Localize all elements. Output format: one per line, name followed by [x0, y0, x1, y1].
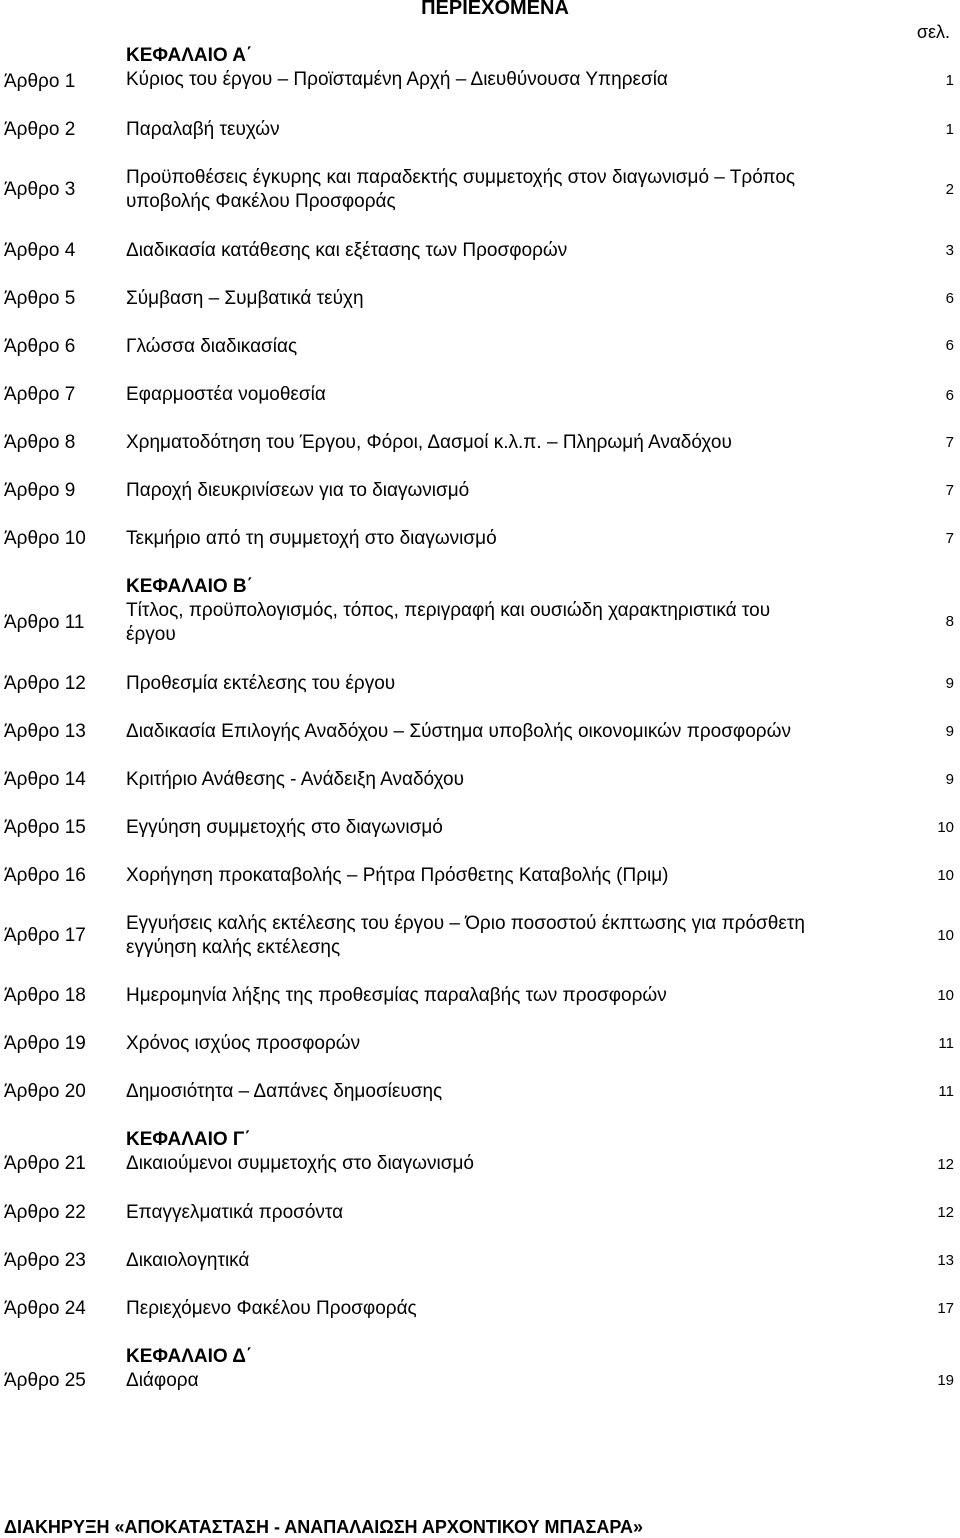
page-number: 8 — [945, 613, 954, 630]
article-label: Άρθρο 18 — [4, 985, 86, 1006]
article-title: Προθεσμία εκτέλεσης του έργου — [126, 673, 396, 694]
article-title: έργου — [126, 624, 176, 645]
entry-title-block — [126, 1249, 878, 1273]
page-number: 1 — [945, 121, 954, 138]
entry-title-block — [126, 1345, 878, 1393]
article-title: Επαγγελματικά προσόντα — [126, 1202, 344, 1223]
article-title: Σύμβαση – Συμβατικά τεύχη — [126, 288, 364, 309]
chapter-heading: ΚΕΦΑΛΑΙΟ Α΄ — [126, 45, 253, 66]
entry-title-block — [126, 431, 878, 455]
article-label: Άρθρο 5 — [4, 288, 76, 309]
article-title: Εφαρμοστέα νομοθεσία — [126, 384, 326, 405]
page-column-header: σελ. — [916, 22, 950, 42]
entry-title-block — [126, 383, 878, 407]
article-label: Άρθρο 8 — [4, 432, 76, 453]
article-label: Άρθρο 14 — [4, 769, 86, 790]
page-number: 6 — [945, 337, 954, 354]
article-label: Άρθρο 4 — [4, 240, 76, 261]
article-title: Παραλαβή τευχών — [126, 119, 280, 140]
entry-title-block — [126, 1201, 878, 1225]
article-title: Περιεχόμενο Φακέλου Προσφοράς — [126, 1298, 417, 1319]
article-label: Άρθρο 13 — [4, 721, 86, 742]
article-label: Άρθρο 1 — [4, 71, 76, 92]
chapter-heading: ΚΕΦΑΛΑΙΟ Β΄ — [126, 576, 253, 597]
article-label: Άρθρο 21 — [4, 1153, 86, 1174]
page-number: 19 — [937, 1372, 954, 1389]
entry-title-block — [126, 984, 878, 1008]
article-label: Άρθρο 20 — [4, 1081, 86, 1102]
entry-title-block — [126, 1297, 878, 1321]
entry-title-block — [126, 44, 878, 92]
entry-title-block — [126, 239, 878, 263]
page-number: 7 — [945, 530, 954, 547]
entry-title-block — [126, 864, 878, 888]
page-number: 9 — [945, 723, 954, 740]
article-label: Άρθρο 23 — [4, 1250, 86, 1271]
entry-title-block — [126, 1080, 878, 1104]
article-title: Εγγύηση συμμετοχής στο διαγωνισμό — [126, 817, 443, 838]
entry-title-block — [126, 527, 878, 551]
article-title: Γλώσσα διαδικασίας — [126, 336, 298, 357]
page-number: 10 — [937, 927, 954, 944]
entry-title-block — [126, 287, 878, 311]
page-number: 12 — [937, 1156, 954, 1173]
article-title: Κριτήριο Ανάθεσης - Ανάδειξη Αναδόχου — [126, 769, 464, 790]
entry-title-block — [126, 1128, 878, 1176]
article-title: Ημερομηνία λήξης της προθεσμίας παραλαβής των προσφορών — [126, 985, 667, 1006]
entry-title-block — [126, 1032, 878, 1056]
article-title: Εγγυήσεις καλής εκτέλεσης του έργου – Όριο ποσοστού έκπτωσης για πρόσθετη — [126, 913, 805, 934]
article-title: Χρόνος ισχύος προσφορών — [126, 1033, 361, 1054]
article-label: Άρθρο 12 — [4, 673, 86, 694]
article-label: Άρθρο 11 — [4, 612, 85, 633]
page-number: 7 — [945, 482, 954, 499]
page-number: 1 — [945, 72, 954, 89]
article-label: Άρθρο 25 — [4, 1370, 86, 1391]
article-label: Άρθρο 15 — [4, 817, 86, 838]
article-title: Κύριος του έργου – Προϊσταμένη Αρχή – Διευθύνουσα Υπηρεσία — [126, 69, 668, 90]
article-title: Διαδικασία κατάθεσης και εξέτασης των Προσφορών — [126, 240, 568, 261]
article-title: Διάφορα — [126, 1370, 199, 1391]
article-title: υποβολής Φακέλου Προσφοράς — [126, 191, 396, 212]
entry-title-block — [126, 912, 878, 960]
article-title: εγγύηση καλής εκτέλεσης — [126, 937, 341, 958]
article-title: Παροχή διευκρινίσεων για το διαγωνισμό — [126, 480, 470, 501]
article-label: Άρθρο 10 — [4, 528, 86, 549]
page-number: 6 — [945, 387, 954, 404]
article-title: Τεκμήριο από τη συμμετοχή στο διαγωνισμό — [126, 528, 497, 549]
page-number: 10 — [937, 819, 954, 836]
article-label: Άρθρο 16 — [4, 865, 86, 886]
article-title: Χορήγηση προκαταβολής – Ρήτρα Πρόσθετης Καταβολής (Πριμ) — [126, 865, 669, 886]
article-title: Διαδικασία Επιλογής Αναδόχου – Σύστημα υποβολής οικονομικών προσφορών — [126, 721, 791, 742]
page-number: 7 — [945, 434, 954, 451]
entry-title-block — [126, 335, 878, 359]
article-title: Δημοσιότητα – Δαπάνες δημοσίευσης — [126, 1081, 443, 1102]
entry-title-block — [126, 575, 878, 647]
article-label: Άρθρο 19 — [4, 1033, 86, 1054]
footer-document-title: ΔΙΑΚΗΡΥΞΗ «ΑΠΟΚΑΤΑΣΤΑΣΗ - ΑΝΑΠΑΛΑΙΩΣΗ ΑΡΧΟΝΤΙΚΟΥ ΜΠΑΣΑΡΑ» — [4, 1517, 644, 1537]
article-label: Άρθρο 22 — [4, 1202, 86, 1223]
entry-title-block — [126, 816, 878, 840]
page-number: 11 — [938, 1035, 954, 1052]
article-title: Δικαιολογητικά — [126, 1250, 250, 1271]
page-number: 13 — [937, 1252, 954, 1269]
article-label: Άρθρο 24 — [4, 1298, 86, 1319]
page-number: 2 — [945, 181, 954, 198]
article-label: Άρθρο 9 — [4, 480, 76, 501]
page-number: 12 — [937, 1204, 954, 1221]
page-number: 10 — [937, 987, 954, 1004]
article-title: Προϋποθέσεις έγκυρης και παραδεκτής συμμετοχής στον διαγωνισμό – Τρόπος — [126, 167, 796, 188]
article-label: Άρθρο 3 — [4, 179, 76, 200]
article-title: Τίτλος, προϋπολογισμός, τόπος, περιγραφή και ουσιώδη χαρακτηριστικά του — [126, 600, 771, 621]
page-number: 3 — [945, 242, 954, 259]
article-title: Χρηματοδότηση του Έργου, Φόροι, Δασμοί κ.λ.π. – Πληρωμή Αναδόχου — [126, 432, 732, 453]
article-title: Δικαιούμενοι συμμετοχής στο διαγωνισμό — [126, 1153, 474, 1174]
page-title: ΠΕΡΙΕΧΟΜΕΝΑ — [421, 0, 569, 19]
article-label: Άρθρο 2 — [4, 119, 76, 140]
chapter-heading: ΚΕΦΑΛΑΙΟ Γ΄ — [126, 1129, 251, 1150]
article-label: Άρθρο 17 — [4, 925, 86, 946]
page-number: 10 — [937, 867, 954, 884]
entry-title-block — [126, 166, 878, 214]
entry-title-block — [126, 118, 878, 142]
entry-title-block — [126, 479, 878, 503]
entry-title-block — [126, 720, 878, 744]
page-number: 9 — [945, 771, 954, 788]
chapter-heading: ΚΕΦΑΛΑΙΟ Δ΄ — [126, 1346, 253, 1367]
entry-title-block — [126, 768, 878, 792]
entry-title-block — [126, 672, 878, 696]
page-number: 9 — [945, 675, 954, 692]
page-number: 17 — [937, 1300, 954, 1317]
page-number: 11 — [938, 1083, 954, 1100]
page-number: 6 — [945, 290, 954, 307]
article-label: Άρθρο 7 — [4, 384, 76, 405]
article-label: Άρθρο 6 — [4, 336, 76, 357]
